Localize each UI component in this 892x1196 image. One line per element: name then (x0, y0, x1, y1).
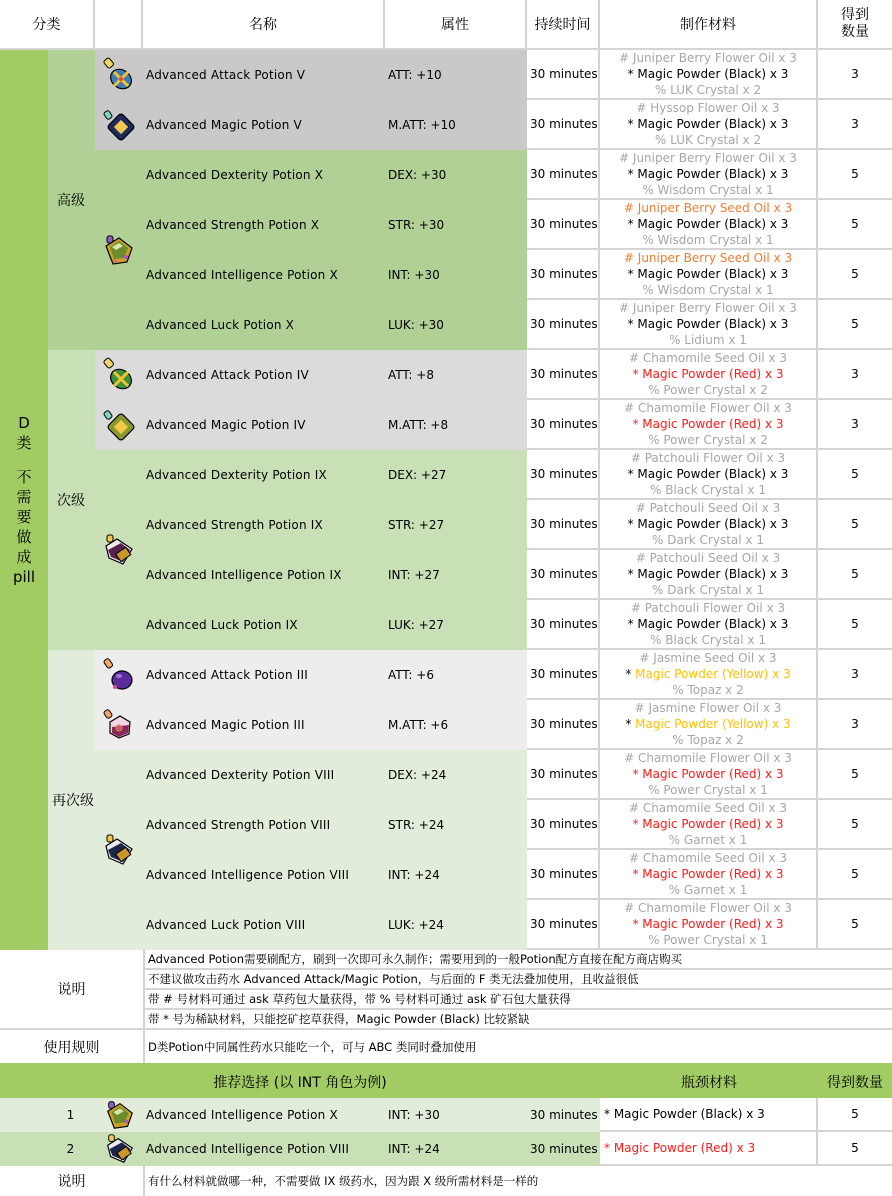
potion-attribute: M.ATT: +6 (388, 718, 449, 732)
potion-duration: 30 minutes (527, 700, 600, 750)
recommend-qty (818, 1098, 892, 1132)
potion-materials (600, 650, 818, 700)
attack-potion-v-icon (101, 57, 137, 93)
potion-materials (600, 900, 818, 950)
recommend-row (0, 1098, 600, 1132)
potion-attribute: DEX: +24 (388, 768, 447, 782)
potion-quantity: 3 (818, 50, 892, 100)
material-text: * Magic Powder (Red) x 3 (632, 367, 784, 381)
magic-potion-iv-icon (101, 407, 137, 443)
potion-materials (600, 350, 818, 400)
stat-potion-viii-icon (101, 832, 137, 868)
material-text: % Black Crystal x 1 (650, 483, 766, 497)
material-text: * Magic Powder (Black) x 3 (627, 117, 789, 131)
material-text: * Magic Powder (Red) x 3 (632, 867, 784, 881)
usage-rule-label: 使用规则 (43, 1039, 100, 1056)
potion-materials (600, 750, 818, 800)
material-text: Magic Powder (Yellow) x 3 (635, 717, 791, 731)
category-line: 不 (16, 468, 32, 486)
magic-potion-iii-icon (101, 707, 137, 743)
material-text: # Patchouli Flower Oil x 3 (630, 601, 786, 615)
material-prefix: * (625, 667, 636, 681)
material-line (652, 532, 764, 548)
material-text: % Dark Crystal x 1 (652, 533, 764, 547)
material-line (625, 666, 790, 682)
potion-quantity: 5 (818, 550, 892, 600)
potion-duration: 30 minutes (527, 650, 600, 700)
potion-attribute: DEX: +27 (388, 468, 447, 482)
potion-attribute: DEX: +30 (388, 168, 447, 182)
potion-materials (600, 800, 818, 850)
material-text: # Patchouli Seed Oil x 3 (635, 501, 781, 515)
potion-materials (600, 50, 818, 100)
material-line (628, 216, 789, 232)
material-text: * Magic Powder (Black) x 3 (627, 567, 789, 581)
potion-duration: 30 minutes (527, 450, 600, 500)
material-line (624, 200, 792, 216)
material-text: % Lidium x 1 (669, 333, 747, 347)
potion-quantity: 5 (818, 150, 892, 200)
note-text: 不建议做攻击药水 Advanced Attack/Magic Potion，与后面的 F 类无法叠加使用，且收益很低 (148, 972, 639, 986)
potion-quantity: 3 (818, 400, 892, 450)
potion-materials (600, 300, 818, 350)
usage-rule-text: D类Potion中同属性药水只能吃一个，可与 ABC 类同时叠加使用 (148, 1039, 477, 1054)
note-line (143, 990, 892, 1010)
attack-potion-iv-icon (101, 357, 137, 393)
stat-potion-x-icon (103, 1098, 137, 1132)
potion-quantity: 3 (818, 700, 892, 750)
stat-potion-viii-icon (103, 1132, 137, 1166)
potion-name: Advanced Luck Potion X (146, 318, 295, 332)
material-line (629, 850, 787, 866)
material-line (652, 582, 764, 598)
header-name-label: 名称 (249, 17, 277, 33)
potion-attribute: STR: +27 (388, 518, 445, 532)
material-line (642, 182, 773, 198)
potion-materials (600, 150, 818, 200)
material-line (639, 650, 776, 666)
potion-attribute: M.ATT: +10 (388, 118, 456, 132)
potion-materials (600, 850, 818, 900)
potion-materials (600, 550, 818, 600)
material-text: # Juniper Berry Flower Oil x 3 (619, 151, 797, 165)
material-line (642, 232, 773, 248)
recommend-qty (818, 1132, 892, 1166)
material-line (636, 100, 779, 116)
material-line (636, 550, 781, 566)
potion-quantity: 3 (818, 350, 892, 400)
potion-attribute: LUK: +30 (388, 318, 444, 332)
note-text: 带 # 号材料可通过 ask 草药包大量获得，带 % 号材料可通过 ask 矿石包大量获得 (148, 992, 571, 1006)
material-text: % Garnet x 1 (668, 883, 748, 897)
potion-quantity: 3 (818, 100, 892, 150)
recommend-attr-text: INT: +30 (388, 1108, 440, 1122)
potion-attribute: STR: +24 (388, 818, 445, 832)
tier-label: 次级 (57, 493, 85, 509)
potion-quantity: 5 (818, 750, 892, 800)
tier-label: 高级 (57, 193, 85, 209)
potion-name: Advanced Attack Potion III (146, 668, 308, 682)
category-line: 要 (16, 508, 32, 526)
material-line (619, 300, 797, 316)
category-d-cell (0, 50, 48, 950)
material-text: % Wisdom Crystal x 1 (642, 283, 774, 297)
potion-quantity: 5 (818, 200, 892, 250)
material-text: # Jasmine Flower Oil x 3 (634, 701, 782, 715)
material-text: % Power Crystal x 2 (648, 433, 768, 447)
material-line (631, 450, 785, 466)
potion-duration: 30 minutes (527, 550, 600, 600)
material-text: % Garnet x 1 (668, 833, 748, 847)
header-attribute (385, 0, 527, 50)
material-text: % Power Crystal x 2 (648, 383, 768, 397)
material-text: % Dark Crystal x 1 (652, 583, 764, 597)
material-line (624, 900, 792, 916)
header-name (143, 0, 385, 50)
recommend-duration-text: 30 minutes (530, 1108, 598, 1122)
material-text: * Magic Powder (Black) x 3 (627, 167, 789, 181)
note-line (143, 970, 892, 990)
recommend-material-text: * Magic Powder (Black) x 3 (604, 1107, 765, 1121)
potion-duration: 30 minutes (527, 850, 600, 900)
recommend-note-line (143, 1166, 892, 1196)
material-text: # Juniper Berry Flower Oil x 3 (619, 301, 797, 315)
material-line (650, 632, 766, 648)
header-category-label: 分类 (32, 17, 61, 33)
material-line (632, 366, 783, 382)
notes-label-cell (0, 950, 143, 1030)
potion-duration: 30 minutes (527, 350, 600, 400)
material-text: # Patchouli Seed Oil x 3 (635, 551, 781, 565)
potion-name: Advanced Luck Potion VIII (146, 918, 306, 932)
recommend-material (600, 1132, 818, 1166)
material-text: # Chamomile Flower Oil x 3 (624, 401, 792, 415)
material-text: * Magic Powder (Red) x 3 (632, 917, 784, 931)
material-text: # Jasmine Seed Oil x 3 (639, 651, 777, 665)
potion-duration: 30 minutes (527, 150, 600, 200)
material-line (628, 266, 789, 282)
potion-quantity: 5 (818, 850, 892, 900)
material-line (632, 816, 783, 832)
material-prefix: * (625, 717, 636, 731)
potion-duration: 30 minutes (527, 600, 600, 650)
recommend-material-text: * Magic Powder (Red) x 3 (604, 1141, 756, 1155)
potion-name: Advanced Luck Potion IX (146, 618, 298, 632)
material-text: * Magic Powder (Black) x 3 (627, 217, 789, 231)
rank-number: 2 (66, 1142, 75, 1156)
material-text: # Juniper Berry Flower Oil x 3 (619, 51, 797, 65)
note-line (143, 1010, 892, 1030)
recommend-name (146, 1098, 338, 1132)
material-line (628, 66, 789, 82)
category-line: D (18, 414, 30, 432)
potion-attribute: LUK: +24 (388, 918, 444, 932)
potion-attribute: M.ATT: +8 (388, 418, 449, 432)
potion-name: Advanced Strength Potion X (146, 218, 320, 232)
header-icon (95, 0, 143, 50)
recommend-header-material (600, 1065, 818, 1098)
material-text: % Wisdom Crystal x 1 (642, 183, 774, 197)
potion-attribute: ATT: +8 (388, 368, 434, 382)
material-text: * Magic Powder (Black) x 3 (627, 517, 789, 531)
attack-potion-iii-icon (101, 657, 137, 693)
recommend-name (146, 1132, 349, 1166)
potion-materials (600, 500, 818, 550)
potion-materials (600, 100, 818, 150)
category-line: 类 (16, 434, 32, 452)
potion-duration: 30 minutes (527, 750, 600, 800)
recommend-attr (388, 1098, 440, 1132)
potion-duration: 30 minutes (527, 300, 600, 350)
material-line (642, 282, 773, 298)
recommend-row (0, 1132, 600, 1166)
header-materials (600, 0, 818, 50)
potion-duration: 30 minutes (527, 900, 600, 950)
potion-duration: 30 minutes (527, 200, 600, 250)
tier-mid (48, 350, 95, 650)
material-line (628, 316, 789, 332)
material-line (629, 350, 787, 366)
material-line (631, 600, 785, 616)
material-line (648, 782, 768, 798)
header-duration (527, 0, 600, 50)
potion-quantity: 3 (818, 650, 892, 700)
potion-name: Advanced Intelligence Potion IX (146, 568, 342, 582)
potion-duration: 30 minutes (527, 250, 600, 300)
material-text: % Wisdom Crystal x 1 (642, 233, 774, 247)
material-text: * Magic Powder (Red) x 3 (632, 417, 784, 431)
material-line (628, 566, 789, 582)
potion-duration: 30 minutes (527, 400, 600, 450)
recommend-note-text: 有什么材料就做哪一种，不需要做 IX 级药水，因为跟 X 级所需材料是一样的 (148, 1174, 539, 1188)
material-text: # Chamomile Seed Oil x 3 (628, 351, 788, 365)
potion-materials (600, 400, 818, 450)
material-line (655, 82, 761, 98)
material-text: % LUK Crystal x 2 (654, 133, 762, 147)
header-attribute-label: 属性 (441, 17, 469, 33)
category-line: 做 (16, 528, 32, 546)
potion-name: Advanced Attack Potion IV (146, 368, 309, 382)
material-line (669, 332, 747, 348)
note-text: Advanced Potion需要刷配方，刷到一次即可永久制作；需要用到的一般Potion配方直接在配方商店购买 (148, 952, 683, 966)
header-duration-label: 持续时间 (534, 17, 591, 33)
material-text: # Chamomile Flower Oil x 3 (624, 751, 792, 765)
material-line (650, 482, 766, 498)
material-line (636, 500, 781, 516)
potion-name: Advanced Intelligence Potion X (146, 268, 338, 282)
material-text: # Chamomile Seed Oil x 3 (628, 851, 788, 865)
material-line (619, 150, 797, 166)
material-line (672, 732, 743, 748)
material-text: # Chamomile Seed Oil x 3 (628, 801, 788, 815)
potion-duration: 30 minutes (527, 500, 600, 550)
magic-potion-v-icon (101, 107, 137, 143)
material-text: * Magic Powder (Black) x 3 (627, 67, 789, 81)
category-line: pill (12, 568, 36, 586)
material-text: % Power Crystal x 1 (648, 933, 768, 947)
potion-attribute: INT: +24 (388, 868, 440, 882)
potion-attribute: ATT: +10 (388, 68, 442, 82)
recommend-duration (527, 1098, 600, 1132)
potion-attribute: STR: +30 (388, 218, 445, 232)
material-line (624, 400, 792, 416)
category-line: 成 (16, 548, 32, 566)
potion-name: Advanced Magic Potion V (146, 118, 302, 132)
recommend-note-label-cell (0, 1166, 143, 1196)
recommend-material-label: 瓶颈材料 (681, 1074, 737, 1091)
potion-duration: 30 minutes (527, 100, 600, 150)
material-line (628, 516, 789, 532)
potion-attribute: INT: +30 (388, 268, 440, 282)
potion-quantity: 5 (818, 600, 892, 650)
material-line (625, 716, 790, 732)
material-line (619, 50, 797, 66)
recommend-name-text: Advanced Intelligence Potion X (146, 1108, 338, 1122)
header-materials-label: 制作材料 (680, 17, 736, 33)
note-text: 带 * 号为稀缺材料，只能挖矿挖草获得，Magic Powder (Black) 比较紧缺 (148, 1012, 530, 1026)
material-text: # Juniper Berry Seed Oil x 3 (623, 201, 793, 215)
material-line (672, 682, 743, 698)
recommend-qty-text: 5 (851, 1141, 859, 1155)
material-line (628, 616, 789, 632)
material-text: % Topaz x 2 (672, 683, 744, 697)
header-quantity (818, 0, 892, 50)
recommend-name-text: Advanced Intelligence Potion VIII (146, 1142, 350, 1156)
potion-name: Advanced Dexterity Potion IX (146, 468, 327, 482)
material-line (635, 700, 782, 716)
material-text: Magic Powder (Yellow) x 3 (635, 667, 791, 681)
potion-materials (600, 450, 818, 500)
potion-name: Advanced Strength Potion VIII (146, 818, 331, 832)
notes-label: 说明 (57, 982, 86, 998)
material-line (632, 916, 783, 932)
potion-attribute: LUK: +27 (388, 618, 444, 632)
material-text: % Topaz x 2 (672, 733, 744, 747)
potion-quantity: 5 (818, 450, 892, 500)
potion-name: Advanced Dexterity Potion X (146, 168, 324, 182)
potion-name: Advanced Magic Potion III (146, 718, 305, 732)
recommend-qty-text: 5 (851, 1107, 859, 1121)
header-quantity-line1: 得到 (841, 7, 869, 23)
material-text: % LUK Crystal x 2 (654, 83, 762, 97)
material-text: # Patchouli Flower Oil x 3 (630, 451, 786, 465)
potion-duration: 30 minutes (527, 50, 600, 100)
rank-number: 1 (66, 1108, 75, 1122)
header-quantity-line2: 数量 (841, 24, 869, 40)
material-text: * Magic Powder (Red) x 3 (632, 767, 784, 781)
potion-attribute: ATT: +6 (388, 668, 434, 682)
material-line (628, 466, 789, 482)
potion-quantity: 5 (818, 500, 892, 550)
potion-name: Advanced Dexterity Potion VIII (146, 768, 335, 782)
potion-name: Advanced Strength Potion IX (146, 518, 323, 532)
header-category (0, 0, 95, 50)
potion-duration: 30 minutes (527, 800, 600, 850)
recommend-attr-text: INT: +24 (388, 1142, 440, 1156)
material-text: * Magic Powder (Black) x 3 (627, 617, 789, 631)
potion-quantity: 5 (818, 900, 892, 950)
recommend-header-qty (818, 1065, 892, 1098)
recommend-header-title (0, 1065, 600, 1098)
material-text: * Magic Powder (Red) x 3 (632, 817, 784, 831)
stat-potion-ix-icon (101, 532, 137, 568)
material-line (628, 166, 789, 182)
stat-potion-x-icon (101, 232, 137, 268)
potion-materials (600, 250, 818, 300)
material-line (632, 766, 783, 782)
recommend-note-label: 说明 (57, 1174, 86, 1190)
material-text: % Black Crystal x 1 (650, 633, 766, 647)
material-text: # Hyssop Flower Oil x 3 (636, 101, 780, 115)
material-line (669, 832, 748, 848)
potion-quantity: 5 (818, 300, 892, 350)
potion-materials (600, 200, 818, 250)
material-line (624, 250, 792, 266)
material-line (648, 382, 768, 398)
note-line (143, 950, 892, 970)
material-line (648, 432, 768, 448)
material-line (628, 116, 789, 132)
usage-rule-label-cell (0, 1030, 143, 1063)
material-text: # Chamomile Flower Oil x 3 (624, 901, 792, 915)
tier-low (48, 650, 95, 950)
category-line: 需 (16, 488, 32, 506)
material-line (632, 866, 783, 882)
potion-name: Advanced Attack Potion V (146, 68, 306, 82)
material-line (648, 932, 768, 948)
potion-name: Advanced Magic Potion IV (146, 418, 306, 432)
recommend-attr (388, 1132, 440, 1166)
potion-materials (600, 700, 818, 750)
recommend-duration-text: 30 minutes (530, 1142, 598, 1156)
material-text: % Power Crystal x 1 (648, 783, 768, 797)
recommend-material (600, 1098, 818, 1132)
material-text: # Juniper Berry Seed Oil x 3 (623, 251, 793, 265)
tier-label: 再次级 (52, 793, 94, 809)
recommend-title: 推荐选择 (以 INT 角色为例) (213, 1074, 387, 1091)
material-text: * Magic Powder (Black) x 3 (627, 267, 789, 281)
potion-quantity: 5 (818, 800, 892, 850)
material-text: * Magic Powder (Black) x 3 (627, 467, 789, 481)
usage-rule-line (143, 1030, 892, 1063)
material-line (624, 750, 792, 766)
material-line (655, 132, 761, 148)
potion-attribute: INT: +27 (388, 568, 440, 582)
tier-high (48, 50, 95, 350)
potion-quantity: 5 (818, 250, 892, 300)
material-line (629, 800, 787, 816)
potion-materials (600, 600, 818, 650)
material-text: * Magic Powder (Black) x 3 (627, 317, 789, 331)
recommend-duration (527, 1132, 600, 1166)
recommend-qty-label: 得到数量 (827, 1074, 883, 1091)
potion-name: Advanced Intelligence Potion VIII (146, 868, 350, 882)
material-line (632, 416, 783, 432)
material-line (669, 882, 748, 898)
